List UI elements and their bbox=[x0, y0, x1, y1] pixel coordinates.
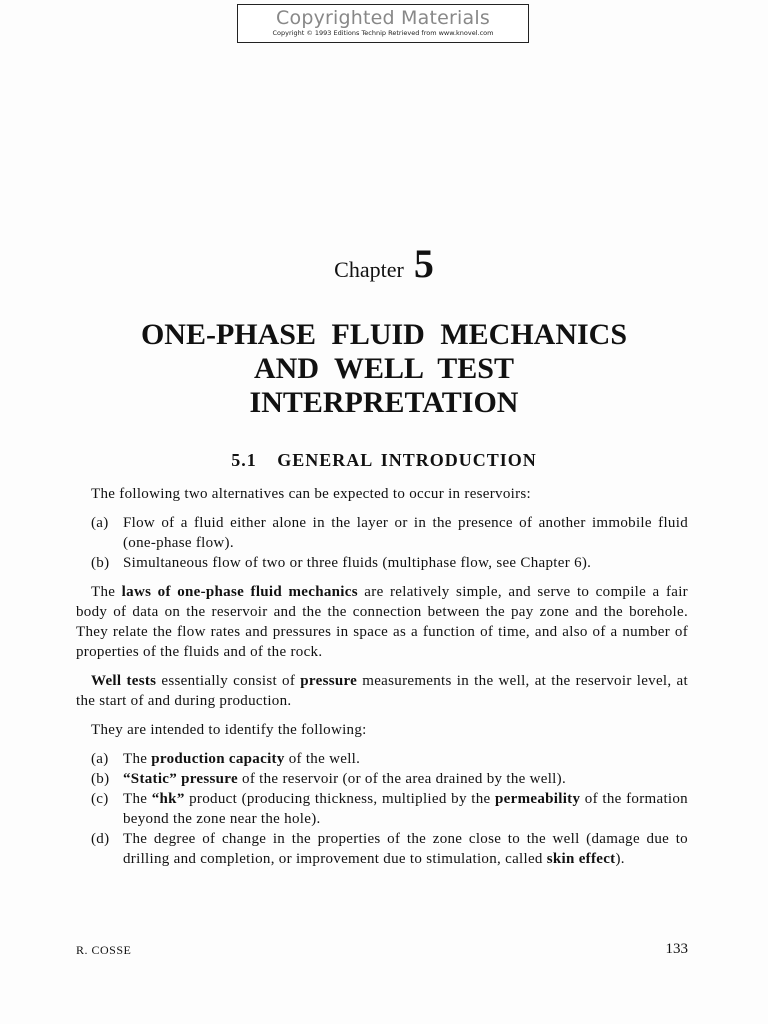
well-tests-text: essentially consist of bbox=[156, 673, 301, 689]
list-item-bold: permeability bbox=[495, 791, 581, 807]
list-item-bold: “Static” pressure bbox=[123, 771, 238, 787]
list-item-text: ). bbox=[615, 851, 625, 867]
list-item bbox=[91, 829, 688, 869]
list-item bbox=[91, 553, 688, 573]
page-number: 133 bbox=[665, 941, 688, 957]
chapter-title bbox=[0, 318, 768, 420]
laws-text-before: The bbox=[91, 584, 122, 600]
well-tests-term: Well tests bbox=[91, 673, 157, 689]
body-text bbox=[76, 484, 688, 878]
pressure-term: pressure bbox=[300, 673, 358, 689]
section-heading bbox=[0, 450, 768, 471]
chapter-title-line: INTERPRETATION bbox=[249, 386, 519, 419]
footer-author: R. COSSE bbox=[76, 943, 132, 957]
list-marker: (d) bbox=[91, 831, 110, 847]
banner-subtitle: Copyright © 1993 Editions Technip Retrieved from www.knovel.com bbox=[272, 29, 494, 37]
list-item bbox=[91, 749, 688, 769]
laws-paragraph bbox=[76, 582, 688, 662]
list-item-text: of the formation beyond the zone near the hole). bbox=[123, 791, 688, 827]
identify-list bbox=[76, 749, 688, 869]
list-item-bold: “hk” bbox=[151, 791, 185, 807]
list-item bbox=[91, 789, 688, 829]
well-tests-paragraph bbox=[76, 671, 688, 711]
list-item bbox=[91, 513, 688, 553]
intro-paragraph: The following two alternatives can be expected to occur in reservoirs: bbox=[91, 486, 532, 502]
list-item-text: of the reservoir (or of the area drained by the well). bbox=[237, 771, 566, 787]
list-marker: (b) bbox=[91, 771, 110, 787]
alternatives-list bbox=[76, 513, 688, 573]
list-item-text: Simultaneous flow of two or three fluids (multiphase flow, see Chapter 6). bbox=[123, 555, 592, 571]
list-item-bold: skin effect bbox=[546, 851, 616, 867]
list-item-text: Flow of a fluid either alone in the layer or in the presence of another immobile fluid (one-phase flow). bbox=[123, 515, 688, 551]
section-number: 5.1 bbox=[231, 450, 257, 470]
chapter-word: Chapter bbox=[334, 257, 404, 282]
chapter-number: 5 bbox=[413, 241, 434, 286]
laws-bold-term: laws of one-phase fluid mechanics bbox=[121, 584, 358, 600]
laws-text-after: are relatively simple, and serve to compile a fair body of data on the reservoir and the the connection between the pay zone and the borehole. They relate the flow rates and pressures in space as a function of time, and also of a number of properties of the fluids and of the rock. bbox=[76, 584, 688, 660]
list-item-text: of the well. bbox=[284, 751, 361, 767]
list-marker: (b) bbox=[91, 555, 110, 571]
chapter-title-line: AND WELL TEST bbox=[254, 352, 514, 385]
identify-intro: They are intended to identify the following: bbox=[91, 722, 367, 738]
list-item-text: The degree of change in the properties of the zone close to the well (damage due to drilling and completion, or improvement due to stimulation, called bbox=[123, 831, 688, 867]
list-item-text: The bbox=[123, 751, 152, 767]
chapter-title-line: ONE-PHASE FLUID MECHANICS bbox=[140, 318, 628, 351]
list-item-text: The bbox=[123, 791, 152, 807]
list-marker: (a) bbox=[91, 515, 109, 531]
section-title: GENERAL INTRODUCTION bbox=[277, 450, 537, 470]
list-item bbox=[91, 769, 688, 789]
list-marker: (c) bbox=[91, 791, 109, 807]
list-marker: (a) bbox=[91, 751, 109, 767]
chapter-heading bbox=[0, 240, 768, 287]
copyright-banner bbox=[237, 4, 529, 43]
well-tests-text-after: measurements in the well, at the reservoir level, at the start of and during production. bbox=[76, 673, 688, 709]
banner-title: Copyrighted Materials bbox=[276, 7, 490, 29]
list-item-bold: production capacity bbox=[151, 751, 285, 767]
list-item-text: product (producing thickness, multiplied by the bbox=[184, 791, 496, 807]
